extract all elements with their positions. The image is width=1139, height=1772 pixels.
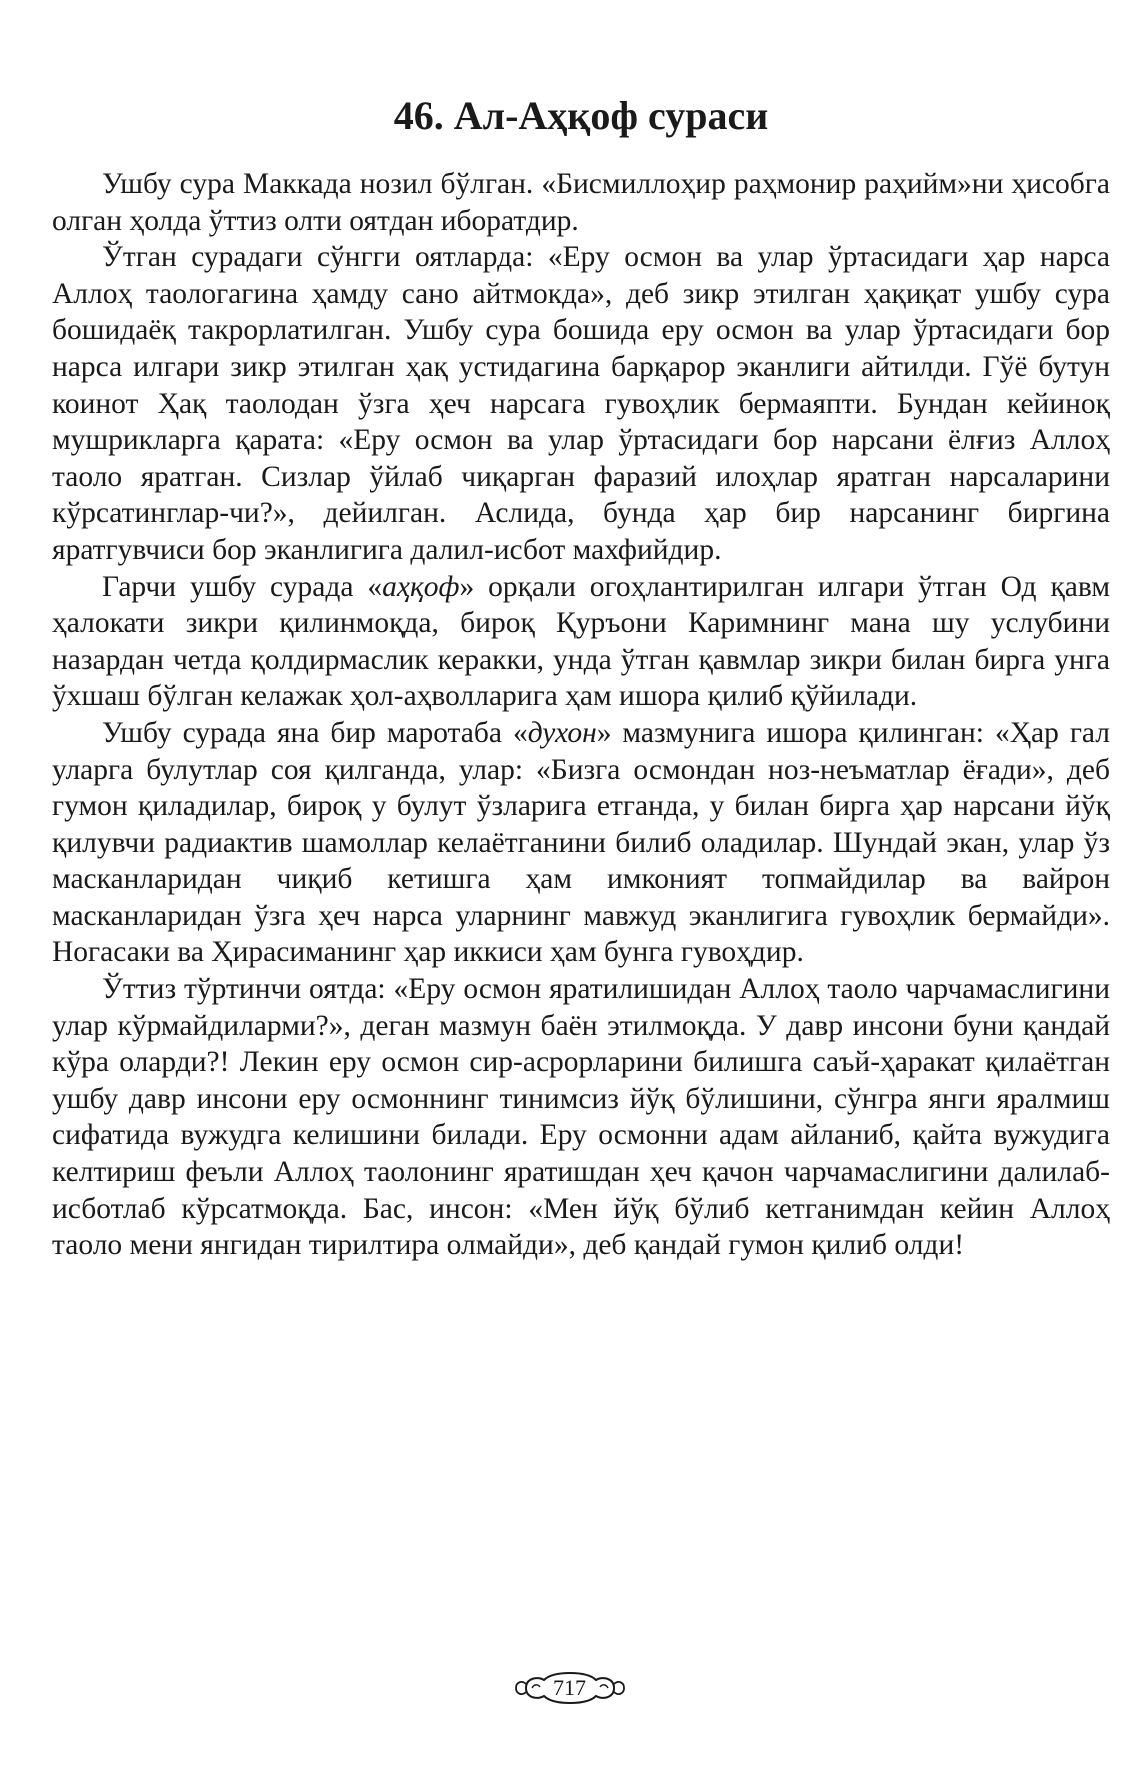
page-number-ornament (512, 1670, 628, 1706)
page-title: 46. Ал-Аҳқоф сураси (393, 93, 769, 138)
paragraph-text: Ушбу сура Маккада нозил бўлган. «Бисмиллоҳир раҳмонир раҳийм»ни ҳисобга олган ҳолда ўттиз олти оятдан иборатдир. (52, 168, 1110, 237)
paragraph-text: Ушбу сурада яна бир маротаба « (102, 716, 528, 749)
paragraph-2 (52, 239, 1110, 568)
page-content (52, 92, 1110, 1264)
paragraph-text: Ўттиз тўртинчи оятда: «Еру осмон яратилишидан Аллоҳ таоло чарчамаслигини улар кўрмайдиларми?», деган мазмун баён этилмоқда. У давр инсони буни қандай кўра оларди?! Лекин еру осмон сир-асрорларини билишга саъй-ҳаракат қилаётган ушбу давр инсони еру осмоннинг тинимсиз йўқ бўлишини, сўнгра янги яралмиш сифатида вужудга келишини билади. Еру осмонни адам айланиб, қайта вужудига келтириш феъли Аллоҳ таолонинг яратишдан ҳеч қачон чарчамаслигини далилаб-исботлаб кўрсатмоқда. Бас, инсон: «Мен йўқ бўлиб кетганимдан кейин Аллоҳ таоло мени янгидан тирилтира олмайди», деб қандай гумон қилиб олди! (52, 973, 1110, 1262)
paragraph-5 (52, 971, 1110, 1264)
paragraph-text: Гарчи ушбу сурада « (102, 570, 383, 603)
paragraph-text: » мазмунига ишора қилинган: «Ҳар гал уларга булутлар соя қилганда, улар: «Бизга осмондан ноз-неъматлар ёғади», деб гумон қиладилар, бироқ у булут ўзларига етганда, у билан бирга ҳар нарсани йўқ қилувчи радиактив шамоллар келаётганини билиб оладилар. Шундай экан, улар ўз масканларидан чиқиб кетишга ҳам имконият топмайдилар ва вайрон масканларидан ўзга ҳеч нарса уларнинг мавжуд эканлигига гувоҳлик бермайди». Ногасаки ва Ҳирасиманинг ҳар иккиси ҳам бунга гувоҳдир. (52, 716, 1110, 969)
italic-term: духон (527, 716, 597, 749)
paragraph-1 (52, 166, 1110, 239)
page-number-footer (0, 1670, 1139, 1706)
paragraph-text: » орқали огоҳлантирилган илгари ўтган Од қавм ҳалокати зикри қилинмоқда, бироқ Қуръони Каримнинг мана шу услубини назардан четда қолдирмаслик керакки, унда ўтган қавмлар зикри билан бирга унга ўхшаш бўлган келажак ҳол-аҳволларига ҳам ишора қилиб қўйилади. (52, 570, 1110, 713)
paragraph-3 (52, 569, 1110, 715)
italic-term: аҳқоф (382, 570, 460, 603)
page-number: 717 (553, 1675, 586, 1700)
paragraph-4 (52, 715, 1110, 971)
paragraph-text: Ўтган сурадаги сўнгги оятларда: «Еру осмон ва улар ўртасидаги ҳар нарса Аллоҳ таологагина ҳамду сано айтмокда», деб зикр этилган ҳақиқат ушбу сура бошидаёқ такрорлатилган. Ушбу сура бошида еру осмон ва улар ўртасидаги бор нарса илгари зикр этилган ҳақ устидагина барқарор эканлиги айтилди. Гўё бутун коинот Ҳақ таолодан ўзга ҳеч нарсага гувоҳлик бермаяпти. Бундан кейиноқ мушрикларга қарата: «Еру осмон ва улар ўртасидаги бор нарсани ёлғиз Аллоҳ таоло яратган. Сизлар ўйлаб чиқарган фаразий илоҳлар яратган нарсаларини кўрсатинглар-чи?», дейилган. Аслида, бунда ҳар бир нарсанинг биргина яратгувчиси бор эканлигига далил-исбот махфийдир. (52, 241, 1110, 566)
